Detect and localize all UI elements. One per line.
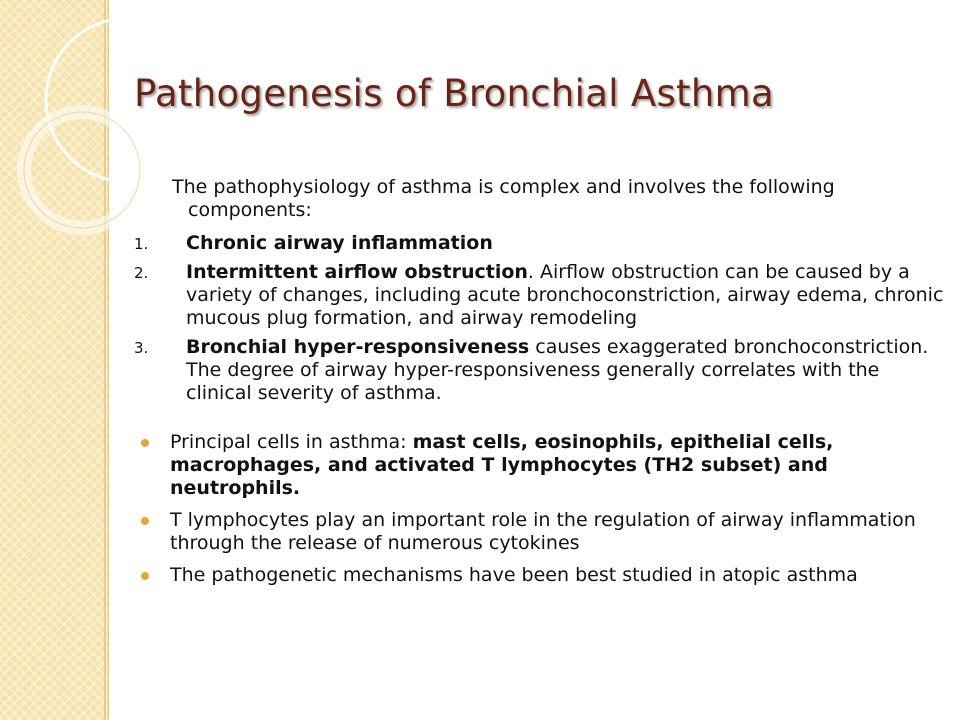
bullet-dot-icon: [141, 439, 149, 447]
bullet-item: [134, 431, 944, 500]
slide-title: Pathogenesis of Bronchial Asthma: [134, 72, 774, 115]
intro-line-1: The pathophysiology of asthma is complex and involves the following: [172, 176, 835, 198]
list-item-text: causes exaggerated bronchoconstriction. The degree of airway hyper-responsiveness generally correlates with the clinical severity of asthma.: [186, 336, 929, 404]
slide-body: [134, 176, 944, 596]
list-item-heading: Bronchial hyper-responsiveness: [186, 336, 530, 358]
list-item: [134, 261, 944, 330]
bullet-item: [134, 564, 944, 587]
list-item-heading: Chronic airway inflammation: [186, 232, 493, 254]
list-number: 3.: [134, 339, 149, 357]
bullet-list: [134, 431, 944, 587]
bullet-dot-icon: [141, 517, 149, 525]
intro-line-2: components:: [188, 199, 312, 221]
bullet-bold-text: mast cells, eosinophils, epithelial cells, macrophages, and activated T lymphocytes (TH2 subset) and neutrophils.: [170, 431, 834, 499]
list-number: 1.: [134, 235, 149, 253]
bullet-item: [134, 509, 944, 555]
components-list: [134, 232, 944, 405]
intro-paragraph: [172, 176, 944, 222]
bullet-text: The pathogenetic mechanisms have been best studied in atopic asthma: [170, 564, 858, 586]
bullet-dot-icon: [141, 572, 149, 580]
list-number: 2.: [134, 264, 149, 282]
list-item-text: . Airflow obstruction can be caused by a variety of changes, including acute bronchoconstriction, airway edema, chronic mucous plug formation, and airway remodeling: [186, 261, 944, 329]
bullet-text: T lymphocytes play an important role in the regulation of airway inflammation through the release of numerous cytokines: [170, 509, 916, 554]
bullet-text: Principal cells in asthma:: [170, 431, 413, 453]
list-item: [134, 232, 944, 255]
list-item: [134, 336, 944, 405]
list-item-heading: Intermittent airflow obstruction: [186, 261, 528, 283]
